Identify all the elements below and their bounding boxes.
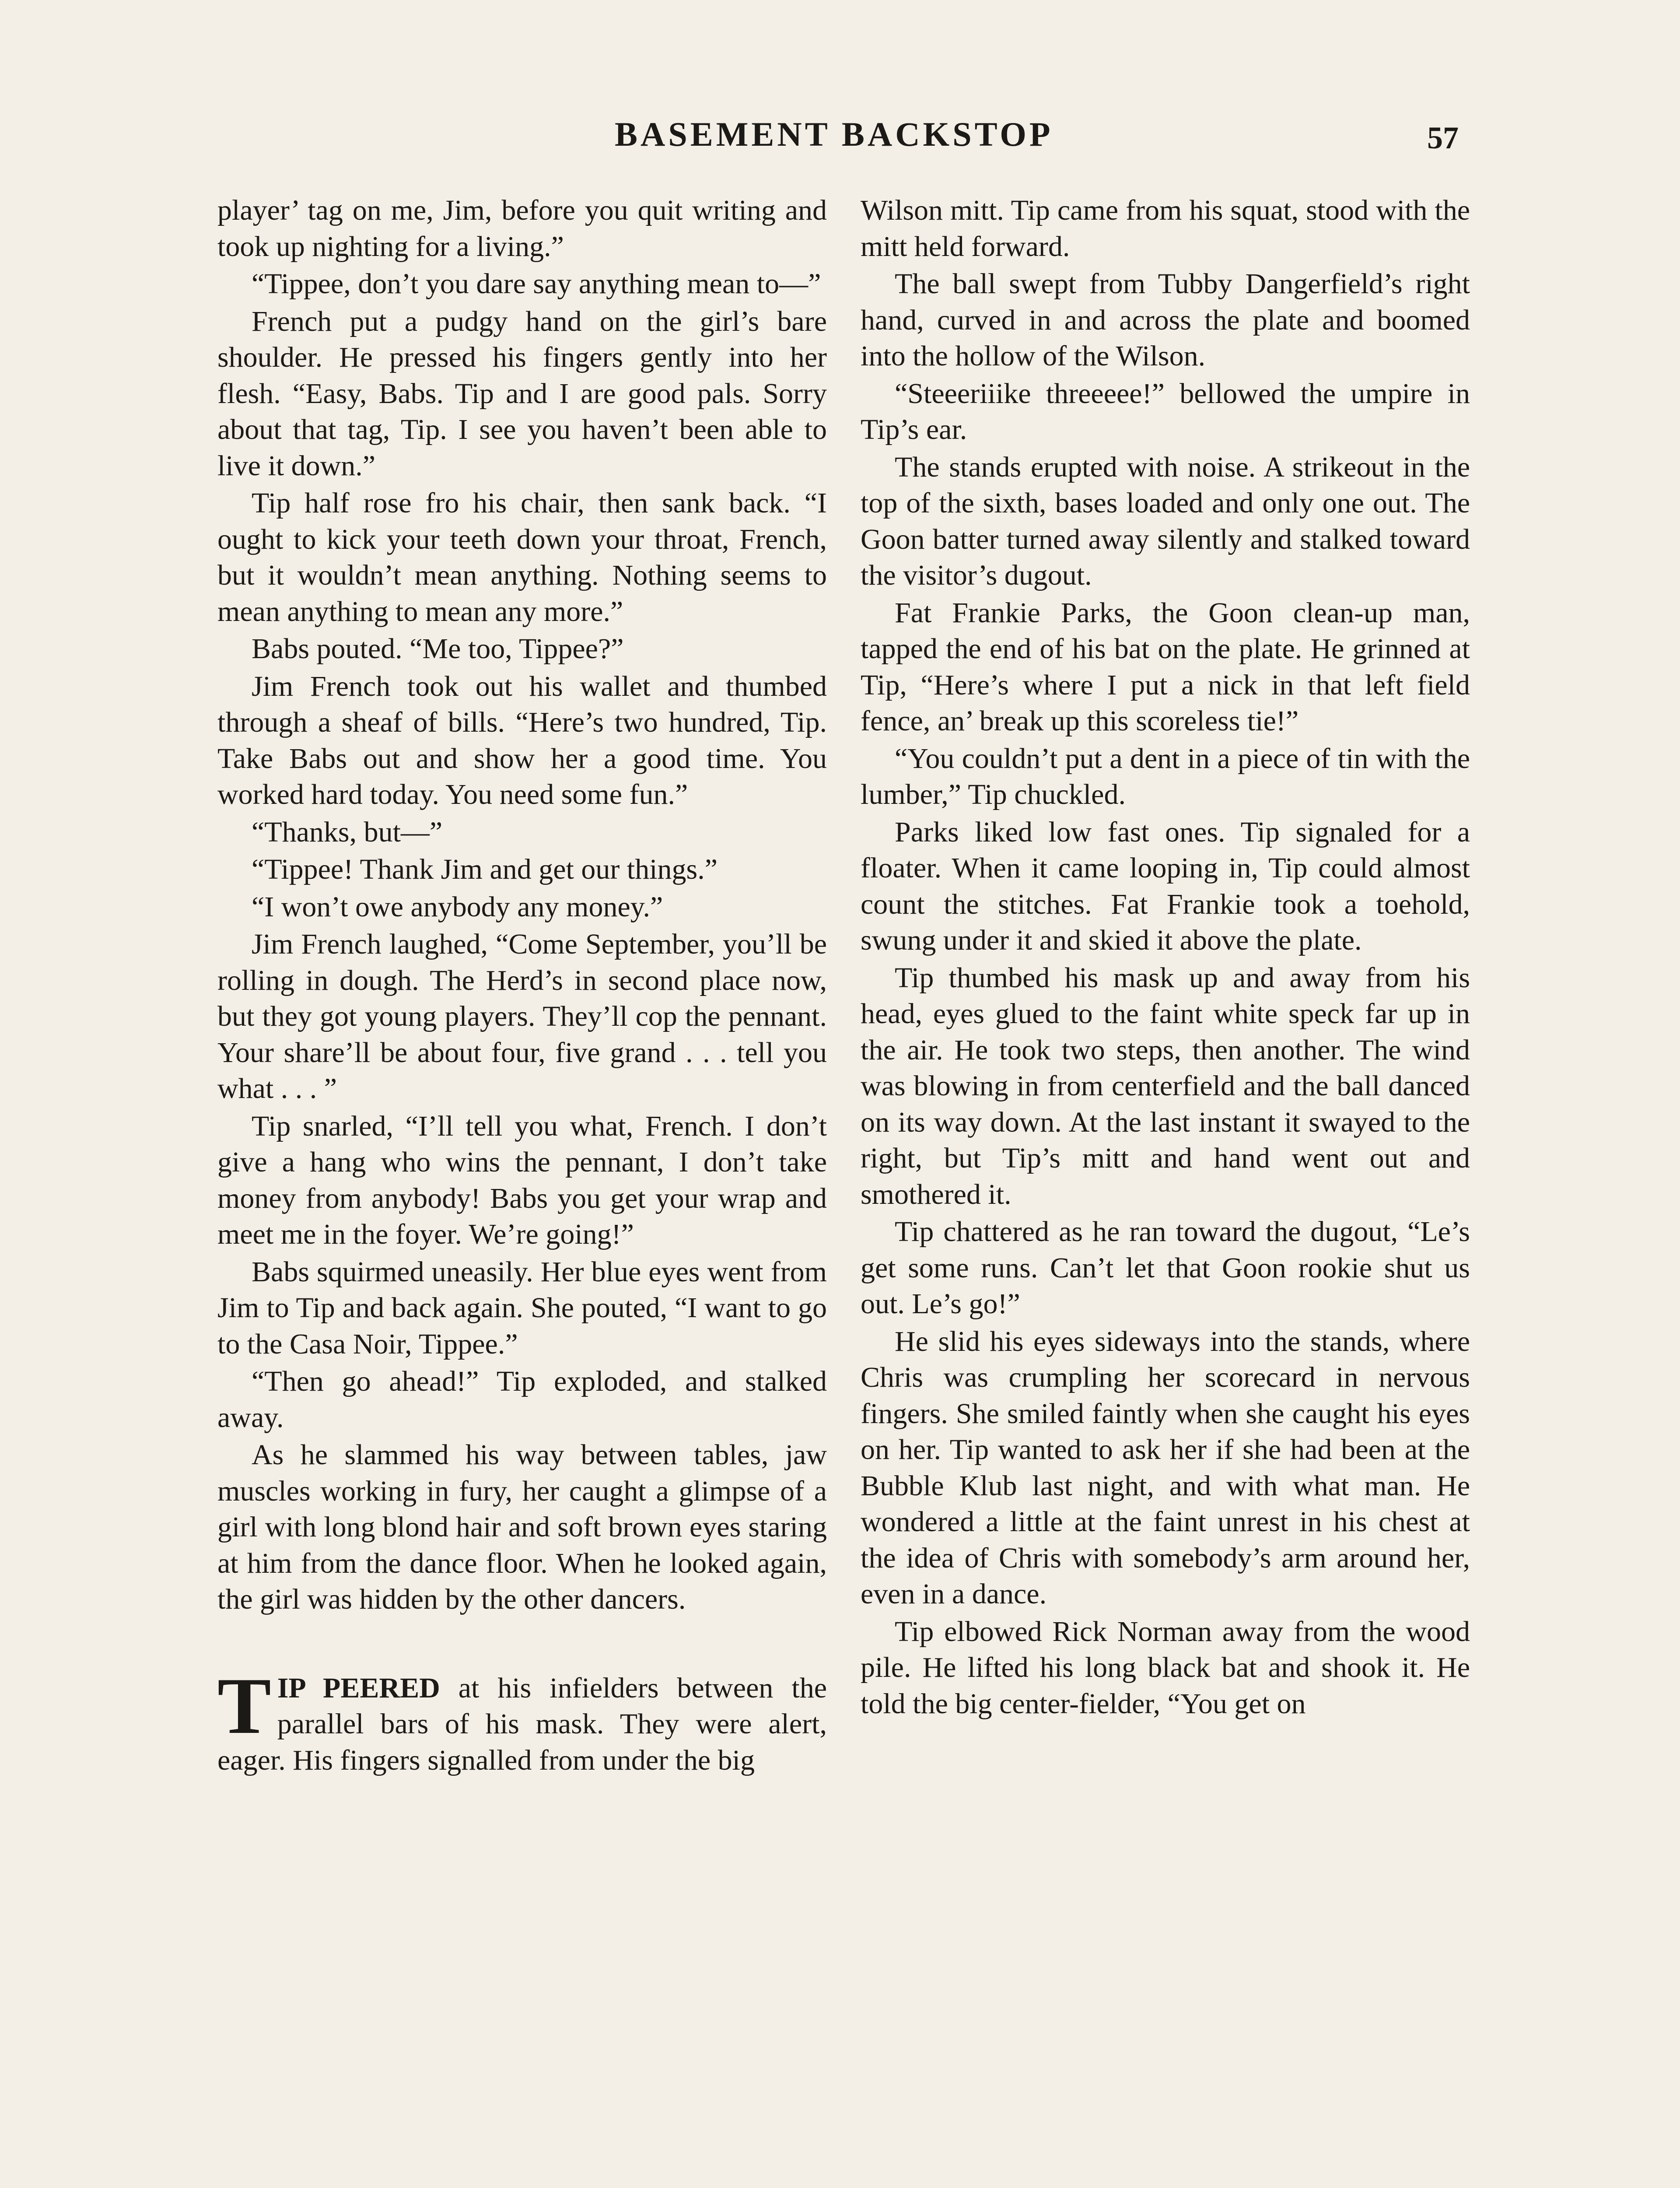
- paragraph: The stands erupted with noise. A strikeout in the top of the sixth, bases loaded and only one out. The Goon batter turned away silently and stalked toward the visitor’s dugout.: [861, 451, 1470, 591]
- running-title: BASEMENT BACKSTOP: [615, 115, 1054, 153]
- paragraph: Babs squirmed uneasily. Her blue eyes went from Jim to Tip and back again. She pouted, “I want to go to the Casa Noir, Tippee.”: [217, 1255, 827, 1360]
- paragraph: player’ tag on me, Jim, before you quit writing and took up nighting for a living.”: [217, 194, 827, 263]
- paragraph: “You couldn’t put a dent in a piece of tin with the lumber,” Tip chuckled.: [861, 742, 1470, 810]
- paragraph: Parks liked low fast ones. Tip signaled for a floater. When it came looping in, Tip could almost count the stitches. Fat Frankie took a toehold, swung under it and skied it above the plate.: [861, 816, 1470, 956]
- drop-cap: T: [217, 1661, 271, 1750]
- paragraph: French put a pudgy hand on the girl’s bare shoulder. He pressed his fingers gently into her flesh. “Easy, Babs. Tip and I are good pals. Sorry about that tag, Tip. I see you haven’t been able to live it down.”: [217, 305, 827, 482]
- paragraph: As he slammed his way between tables, jaw muscles working in fury, her caught a glimpse of a girl with long blond hair and soft brown eyes staring at him from the dance floor. When he looked again, the girl was hidden by the other dancers.: [217, 1439, 827, 1615]
- paragraph: “Then go ahead!” Tip exploded, and stalked away.: [217, 1365, 827, 1434]
- paragraph: “Thanks, but—”: [252, 816, 443, 848]
- section-opening-paragraph: [217, 1661, 827, 1779]
- paragraph: Wilson mitt. Tip came from his squat, stood with the mitt held forward.: [861, 194, 1470, 263]
- section-opening-text: at his infielders between the parallel bars of his mask. They were alert, eager. His fingers signalled from under the big: [217, 1672, 827, 1776]
- paragraph: “Tippee, don’t you dare say anything mean to—”: [252, 268, 821, 300]
- paragraph: “Tippee! Thank Jim and get our things.”: [252, 853, 718, 885]
- lead-in-caps: IP PEERED: [277, 1672, 440, 1704]
- paragraph: Jim French took out his wallet and thumbed through a sheaf of bills. “Here’s two hundred, Tip. Take Babs out and show her a good time. You worked hard today. You need some fun.”: [217, 670, 827, 810]
- paragraph: Tip thumbed his mask up and away from his head, eyes glued to the faint white speck far up in the air. He took two steps, then another. The wind was blowing in from centerfield and the ball danced on its way down. At the last instant it swayed to the right, but Tip’s mitt and hand went out and smothered it.: [861, 961, 1470, 1210]
- paragraph: Tip snarled, “I’ll tell you what, French. I don’t give a hang who wins the pennant, I don’t take money from anybody! Babs you get your wrap and meet me in the foyer. We’re going!”: [217, 1110, 827, 1250]
- paragraph: Jim French laughed, “Come September, you’ll be rolling in dough. The Herd’s in second place now, but they got young players. They’ll cop the pennant. Your share’ll be about four, five grand . . . tell you what . . . ”: [217, 928, 827, 1105]
- running-head: [0, 115, 1680, 167]
- right-column: [861, 193, 1470, 1723]
- paragraph: He slid his eyes sideways into the stands, where Chris was crumpling her scorecard in nervous fingers. She smiled faintly when she caught his eyes on her. Tip wanted to ask her if she had been at the Bubble Klub last night, and with what man. He wondered a little at the faint unrest in his chest at the idea of Chris with somebody’s arm around her, even in a dance.: [861, 1325, 1470, 1610]
- paragraph: Tip half rose fro his chair, then sank back. “I ought to kick your teeth down your throat, French, but it wouldn’t mean anything. Nothing seems to mean anything to mean any more.”: [217, 487, 827, 628]
- page-number: 57: [1427, 120, 1459, 155]
- paragraph: “I won’t owe anybody any money.”: [252, 891, 663, 923]
- paragraph: Tip chattered as he ran toward the dugout, “Le’s get some runs. Can’t let that Goon rookie shut us out. Le’s go!”: [861, 1216, 1470, 1320]
- paragraph: “Steeeriiike threeeee!” bellowed the umpire in Tip’s ear.: [861, 377, 1470, 445]
- paragraph: Babs pouted. “Me too, Tippee?”: [252, 633, 624, 665]
- paragraph: The ball swept from Tubby Dangerfield’s right hand, curved in and across the plate and boomed into the hollow of the Wilson.: [861, 268, 1470, 372]
- paragraph: Fat Frankie Parks, the Goon clean-up man, tapped the end of his bat on the plate. He grinned at Tip, “Here’s where I put a nick in that left field fence, an’ break up this scoreless tie!”: [861, 596, 1470, 737]
- paragraph: Tip elbowed Rick Norman away from the wood pile. He lifted his long black bat and shook it. He told the big center-fielder, “You get on: [861, 1615, 1470, 1720]
- left-column: [217, 193, 827, 1780]
